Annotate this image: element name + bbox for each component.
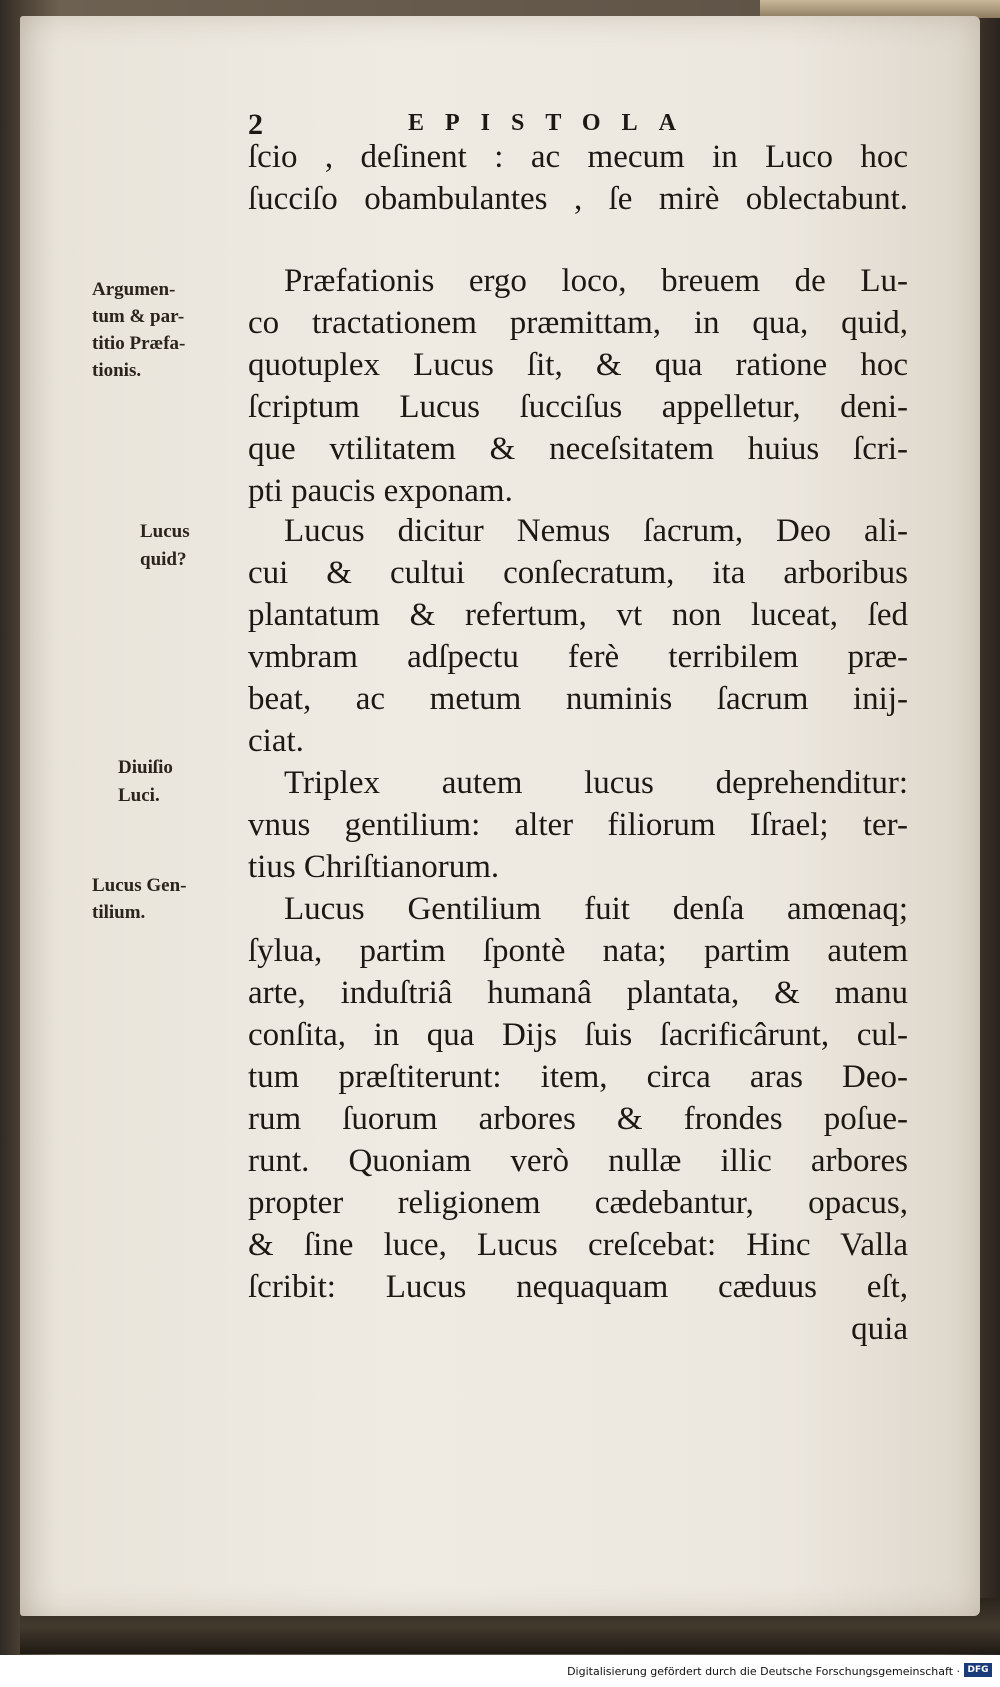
- text-line: tum præſtiterunt: item, circa aras Deo-: [248, 1059, 908, 1095]
- footer-bar: [0, 1655, 1000, 1687]
- page-number: 2: [248, 108, 263, 141]
- catchword: quia: [851, 1311, 908, 1347]
- text-line: & ſine luce, Lucus creſcebat: Hinc Valla: [248, 1227, 908, 1263]
- text-line: runt. Quoniam verò nullæ illic arbores: [248, 1143, 908, 1179]
- text-line: quotuplex Lucus ſit, & qua ratione hoc: [248, 347, 908, 383]
- text-line: beat, ac metum numinis ſacrum inij-: [248, 681, 908, 717]
- text-line: cui & cultui conſecratum, ita arboribus: [248, 555, 908, 591]
- text-line: ſcribit: Lucus nequaquam cæduus eſt,: [248, 1269, 908, 1305]
- margin-note: titio Præfa-: [92, 333, 186, 354]
- margin-note: Diuiſio: [118, 757, 173, 778]
- text-line: Præfationis ergo loco, breuem de Lu-: [284, 263, 908, 299]
- text-line: arte, induſtriâ humanâ plantata, & manu: [248, 975, 908, 1011]
- margin-note: quid?: [140, 549, 187, 570]
- text-line: propter religionem cædebantur, opacus,: [248, 1185, 908, 1221]
- text-line: tius Chriſtianorum.: [248, 849, 500, 885]
- text-line: plantatum & refertum, vt non luceat, ſed: [248, 597, 908, 633]
- text-line: vmbram adſpectu ferè terribilem præ-: [248, 639, 908, 675]
- text-line: ſcio , deſinent : ac mecum in Luco hoc: [248, 139, 908, 175]
- text-line: co tractationem præmittam, in qua, quid,: [248, 305, 908, 341]
- text-line: vnus gentilium: alter filiorum Iſrael; ter-: [248, 807, 908, 843]
- text-line: ciat.: [248, 723, 304, 759]
- margin-note: Lucus Gen-: [92, 875, 187, 896]
- margin-note: Luci.: [118, 785, 160, 806]
- margin-note: tilium.: [92, 902, 146, 923]
- margin-note: Lucus: [140, 521, 190, 542]
- margin-note: tum & par-: [92, 306, 185, 327]
- text-line: pti paucis exponam.: [248, 473, 513, 509]
- text-line: ſcriptum Lucus ſucciſus appelletur, deni-: [248, 389, 908, 425]
- margin-note: Argumen-: [92, 279, 176, 300]
- text-line: rum ſuorum arbores & frondes poſue-: [248, 1101, 908, 1137]
- text-line: Lucus dicitur Nemus ſacrum, Deo ali-: [284, 513, 908, 549]
- text-line: ſylua, partim ſpontè nata; partim autem: [248, 933, 908, 969]
- text-line: Triplex autem lucus deprehenditur:: [284, 765, 908, 801]
- text-line: Lucus Gentilium fuit denſa amœnaq;: [284, 891, 908, 927]
- text-line: que vtilitatem & neceſsitatem huius ſcri-: [248, 431, 908, 467]
- margin-note: tionis.: [92, 360, 142, 381]
- text-line: ſucciſo obambulantes , ſe mirè oblectabunt.: [248, 181, 908, 217]
- text-line: conſita, in qua Dijs ſuis ſacrificârunt, cul-: [248, 1017, 908, 1053]
- running-title: EPISTOLA: [408, 110, 697, 136]
- funding-notice: Digitalisierung gefördert durch die Deutsche Forschungsgemeinschaft ·: [567, 1665, 960, 1678]
- dfg-logo: DFG: [964, 1663, 992, 1677]
